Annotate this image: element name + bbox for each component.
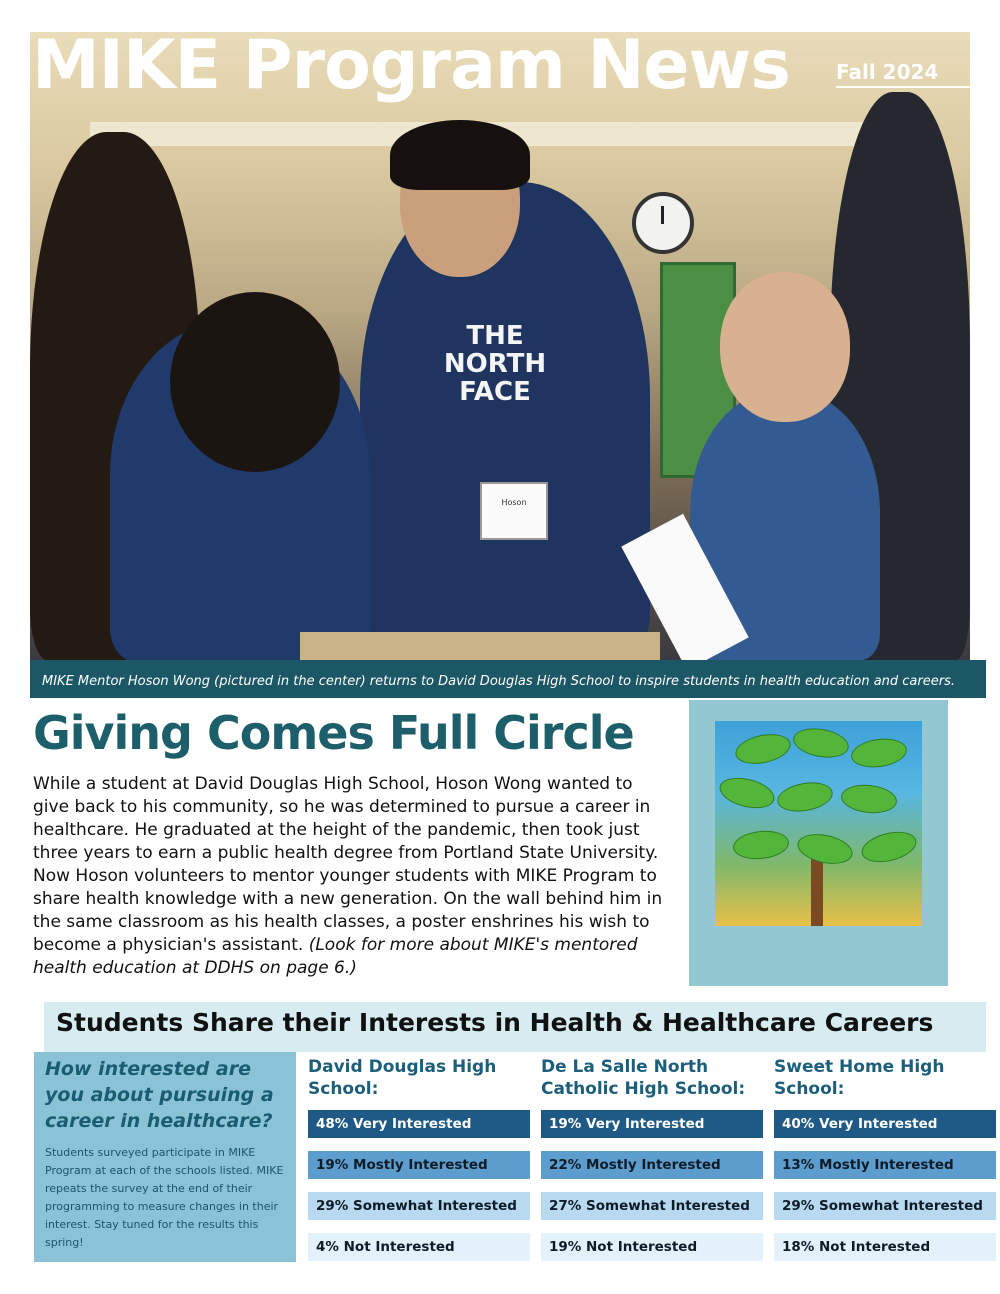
- photo-caption-bar: [30, 660, 986, 698]
- poster-leaf: [716, 773, 777, 814]
- school-name: Sweet Home High School:: [774, 1057, 945, 1099]
- result-mostly-interested: 13% Mostly Interested: [774, 1151, 996, 1179]
- poster-leaf: [795, 829, 856, 868]
- result-somewhat-interested: 29% Somewhat Interested: [774, 1192, 996, 1220]
- feature-headline: Giving Comes Full Circle: [33, 706, 634, 760]
- result-mostly-interested: 19% Mostly Interested: [308, 1151, 530, 1179]
- newsletter-title: MIKE Program News: [32, 26, 790, 105]
- result-somewhat-interested: 29% Somewhat Interested: [308, 1192, 530, 1220]
- poster-leaf: [732, 828, 791, 862]
- poster-leaf: [858, 827, 919, 868]
- poster-leaf: [791, 724, 851, 761]
- photo-caption: MIKE Mentor Hoson Wong (pictured in the center) returns to David Douglas High School to inspire students in health education and careers.: [42, 674, 955, 689]
- survey-heading: Students Share their Interests in Health & Healthcare Careers: [56, 1008, 934, 1037]
- wall-clock: [632, 192, 694, 254]
- issue-label: Fall 2024: [836, 60, 970, 88]
- result-not-interested: 18% Not Interested: [774, 1233, 996, 1261]
- school-name: De La Salle North Catholic High School:: [541, 1057, 746, 1099]
- shirt-logo-text: THE NORTH FACE: [443, 321, 547, 407]
- result-very-interested: 19% Very Interested: [541, 1110, 763, 1138]
- result-not-interested: 19% Not Interested: [541, 1233, 763, 1261]
- table: [300, 632, 660, 660]
- mentor-hair: [390, 120, 530, 190]
- result-very-interested: 40% Very Interested: [774, 1110, 996, 1138]
- feature-body-text: While a student at David Douglas High School, Hoson Wong wanted to give back to his community, so he was determined to pursue a career in healthcare. He graduated at the height of the pandemic, then took just three years to earn a public health degree from Portland State University. Now Hoson volunteers to mentor younger students with MIKE Program to share health knowledge with a new generation. On the wall behind him in the same classroom as his health classes, a poster enshrines his wish to become a physician's assistant.: [33, 774, 663, 955]
- poster-leaf: [849, 735, 908, 771]
- result-not-interested: 4% Not Interested: [308, 1233, 530, 1261]
- feature-body: [33, 773, 673, 980]
- mentor-hoson: [360, 182, 650, 660]
- poster-photo-frame: [689, 700, 948, 986]
- career-tree-poster: [715, 721, 922, 926]
- school-name: David Douglas High School:: [308, 1057, 497, 1099]
- student-girl-face: [720, 272, 850, 422]
- result-very-interested: 48% Very Interested: [308, 1110, 530, 1138]
- feature-page-reference: (Look for more about MIKE's mentored health education at DDHS on page 6.): [33, 935, 638, 978]
- cover-photo: [30, 32, 970, 660]
- survey-note: Students surveyed participate in MIKE Program at each of the schools listed. MIKE repeats the survey at the end of their programming to measure changes in their interest. Stay tuned for the results this spring!: [45, 1146, 284, 1249]
- survey-question-box: [34, 1052, 296, 1262]
- result-mostly-interested: 22% Mostly Interested: [541, 1151, 763, 1179]
- school-results-david-douglas: [308, 1056, 530, 1274]
- name-badge: Hoson: [480, 482, 548, 540]
- result-somewhat-interested: 27% Somewhat Interested: [541, 1192, 763, 1220]
- survey-question: How interested are you about pursuing a career in healthcare?: [45, 1058, 274, 1132]
- poster-leaf: [733, 729, 794, 768]
- student-boy-head: [170, 292, 340, 472]
- poster-leaf: [840, 782, 899, 816]
- school-results-sweet-home: [774, 1056, 996, 1274]
- school-results-de-la-salle: [541, 1056, 763, 1274]
- poster-leaf: [775, 778, 835, 815]
